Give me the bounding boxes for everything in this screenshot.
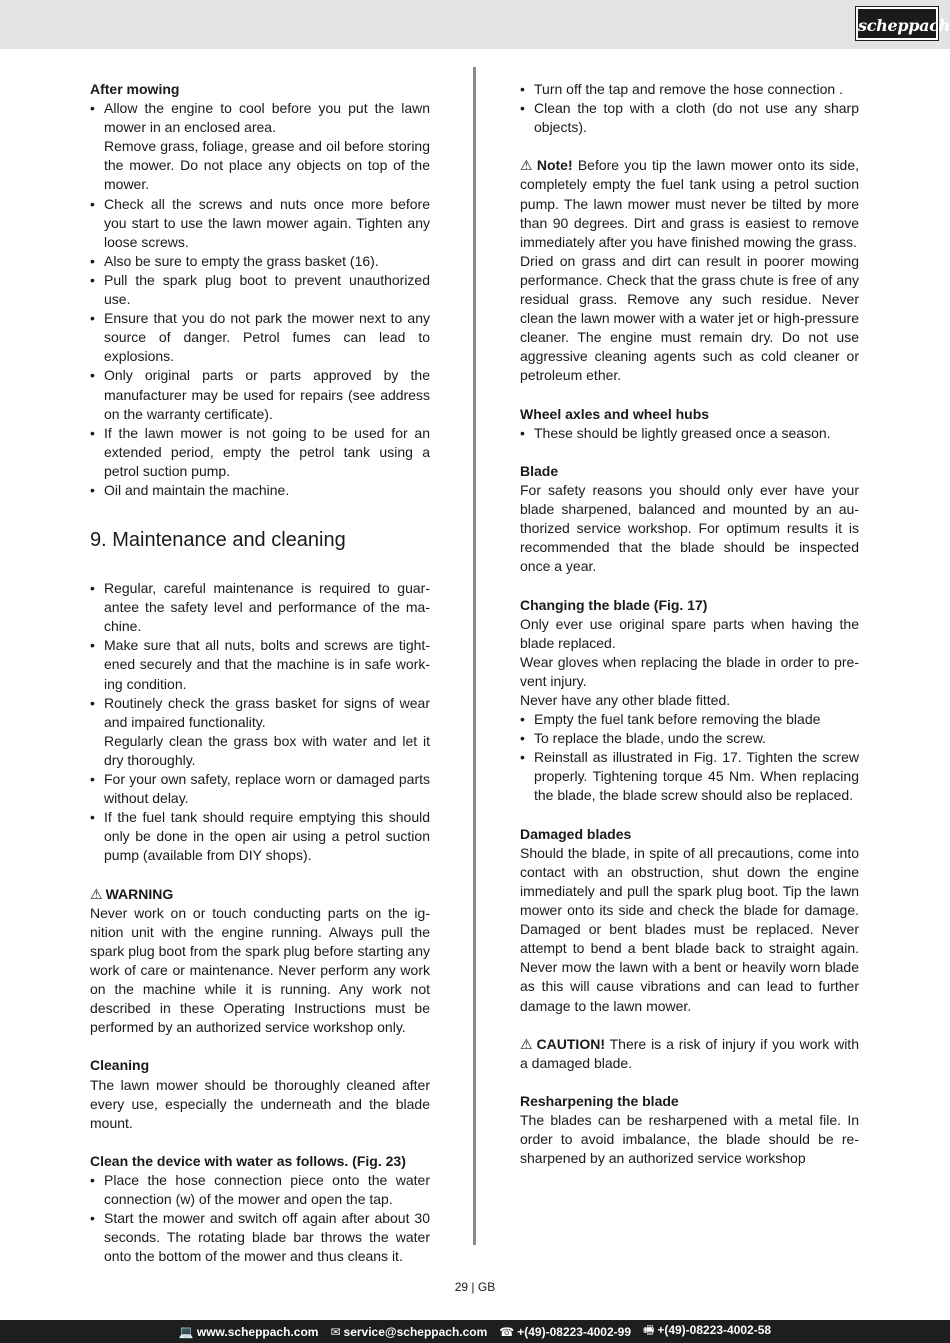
- list-item: • These should be lightly greased once a season.: [520, 424, 859, 443]
- list-item: • Place the hose connection piece onto the water connection (w) of the mower and open the tap.: [90, 1171, 430, 1209]
- email-text: service@scheppach.com: [343, 1324, 488, 1339]
- list-item: • Routinely check the grass basket for signs of wear and impaired functionality.: [90, 694, 430, 732]
- footer-website[interactable]: [179, 1325, 319, 1339]
- list-item: • Make sure that all nuts, bolts and screws are tightened securely and that the machine is in safe working condition.: [90, 636, 430, 693]
- list-item: • Ensure that you do not park the mower next to any source of danger. Petrol fumes can lead to explosions.: [90, 309, 430, 366]
- blade-heading: Blade: [520, 462, 559, 479]
- warning-heading: [90, 885, 430, 904]
- changing-blade-heading: Changing the blade (Fig. 17): [520, 596, 708, 613]
- after-mowing-list: [90, 99, 430, 500]
- phone-icon: ☎: [499, 1324, 515, 1339]
- warning-icon: ⚠: [90, 885, 103, 902]
- list-item: • Empty the fuel tank before removing the blade: [520, 710, 859, 729]
- footer-fax: [643, 1321, 771, 1342]
- header-bar: [0, 0, 950, 49]
- water-cleaning-heading: Clean the device with water as follows. (Fig. 23): [90, 1152, 406, 1169]
- wheel-list: [520, 424, 859, 443]
- wheel-heading: Wheel axles and wheel hubs: [520, 405, 710, 422]
- warning-icon: ⚠: [520, 157, 534, 174]
- computer-icon: 💻: [178, 1324, 194, 1339]
- list-item: • Only original parts or parts approved by the manufacturer may be used for repairs (see address on the warranty certificate).: [90, 366, 430, 423]
- changing-blade-text-1: Only ever use original spare parts when having the blade replaced.: [520, 615, 859, 651]
- list-item: • Also be sure to empty the grass basket (16).: [90, 252, 430, 271]
- website-text: www.scheppach.com: [196, 1324, 319, 1339]
- list-item: • Clean the top with a cloth (do not use any sharp objects).: [520, 99, 859, 137]
- list-item: • Regular, careful maintenance is required to guarantee the safety level and performance of the machine.: [90, 579, 430, 636]
- changing-blade-text-3: Never have any other blade fitted.: [520, 692, 731, 708]
- list-item-continuation: Regularly clean the grass box with water and let it dry thoroughly.: [104, 732, 430, 768]
- list-item: • Pull the spark plug boot to prevent unauthorized use.: [90, 271, 430, 309]
- resharpening-heading: Resharpening the blade: [520, 1092, 679, 1109]
- list-item: • To replace the blade, undo the screw.: [520, 729, 859, 748]
- warning-icon: ⚠: [520, 1035, 534, 1052]
- note-text-2: Dried on grass and dirt can result in poorer mowing performance. Check that the grass chute is free of any residual grass. Remove any such residue. Never clean the lawn mower with a water jet or high-pressure cleaner. The engine must remain dry. Do not use aggressive cleaning agents such as cold cleaner or petroleum ether.: [520, 252, 859, 384]
- maintenance-list: [90, 579, 430, 865]
- fax-icon: 🖷: [643, 1323, 655, 1337]
- page-number: 29 | GB: [454, 1280, 496, 1294]
- caution-label: CAUTION!: [536, 1035, 605, 1052]
- note-label: Note!: [536, 157, 573, 174]
- list-item: • Allow the engine to cool before you put the lawn mower in an enclosed area.: [90, 99, 430, 137]
- list-item-continuation: Remove grass, foliage, grease and oil before storing the mower. Do not place any objects on top of the mower.: [104, 138, 430, 193]
- list-item: • For your own safety, replace worn or damaged parts without delay.: [90, 770, 430, 808]
- warning-label: WARNING: [105, 885, 174, 902]
- changing-blade-text-2: Wear gloves when replacing the blade in order to prevent injury.: [520, 653, 859, 689]
- left-column: [90, 80, 430, 1266]
- phone-text: +(49)-08223-4002-99: [517, 1324, 631, 1339]
- resharpening-text: The blades can be resharpened with a metal file. In order to avoid imbalance, the blade should be resharpened by an authorized service workshop: [520, 1112, 859, 1167]
- caution-text: There is a risk of injury if you work with a damaged blade.: [520, 1035, 859, 1071]
- footer-phone: [499, 1325, 631, 1339]
- list-item: • Turn off the tap and remove the hose connection .: [520, 80, 859, 99]
- list-item: • Start the mower and switch off again after about 30 seconds. The rotating blade bar throws the water onto the bottom of the mower and thus cleans it.: [90, 1209, 430, 1266]
- caution-paragraph: [520, 1035, 859, 1073]
- list-item: • If the fuel tank should require emptying this should only be done in the open air using a petrol suction pump (available from DIY shops).: [90, 808, 430, 865]
- damaged-blades-heading: Damaged blades: [520, 825, 632, 842]
- after-mowing-heading: After mowing: [90, 81, 180, 97]
- fax-text: +(49)-08223-4002-58: [657, 1323, 772, 1337]
- cleaning-heading: Cleaning: [90, 1057, 150, 1074]
- list-item: • If the lawn mower is not going to be used for an extended period, empty the petrol tank using a petrol suction pump.: [90, 424, 430, 481]
- mail-icon: ✉: [330, 1324, 341, 1339]
- damaged-blades-text: Should the blade, in spite of all precautions, come into contact with an obstruction, shut down the engine immediately and pull the spark plug boot. Tip the lawn mower onto its side and check the blade for damage. Damaged or bent blades must be replaced. Never attempt to bend a bent blade back to straight again. Never mow the lawn with a bent or heavily worn blade as this will cause vibrations and can lead to further damage to the lawn mower.: [520, 844, 859, 1014]
- cleaning-text: The lawn mower should be thoroughly cleaned after every use, especially the underneath and the blade mount.: [90, 1076, 430, 1131]
- right-column: [520, 80, 859, 1168]
- list-item: • Oil and maintain the machine.: [90, 481, 430, 500]
- hose-list: [520, 80, 859, 137]
- list-item: • Check all the screws and nuts once more before you start to use the lawn mower again. Tighten any loose screws.: [90, 195, 430, 252]
- blade-text: For safety reasons you should only ever have your blade sharpened, balanced and mounted by an authorized service workshop. For optimum results it is recommended that the blade should be inspected once a year.: [520, 481, 859, 575]
- changing-blade-list: [520, 710, 859, 805]
- footer-bar: [0, 1320, 950, 1343]
- warning-text: Never work on or touch conducting parts on the ignition unit with the engine running. Always pull the spark plug boot from the spark plug before starting any work of care or maintenance. Never perform any work on the machine while it is running. Any work not described in these Operating Instructions must be performed by an authorized service workshop only.: [90, 904, 430, 1036]
- water-cleaning-list: [90, 1171, 430, 1266]
- list-item: • Reinstall as illustrated in Fig. 17. Tighten the screw properly. Tightening torque 45 Nm. When replacing the blade, the blade screw should also be replaced.: [520, 748, 859, 805]
- note-paragraph: [520, 156, 859, 251]
- brand-logo: scheppach: [856, 7, 938, 40]
- note-text: Before you tip the lawn mower onto its side, completely empty the fuel tank using a petrol suction pump. The lawn mower must never be tilted by more than 90 degrees. Dirt and grass is easiest to remove immediately after you have finished mowing the grass.: [520, 157, 859, 250]
- footer-email[interactable]: [330, 1325, 487, 1339]
- column-divider: [473, 67, 476, 1245]
- section-title: 9. Maintenance and cleaning: [90, 529, 346, 552]
